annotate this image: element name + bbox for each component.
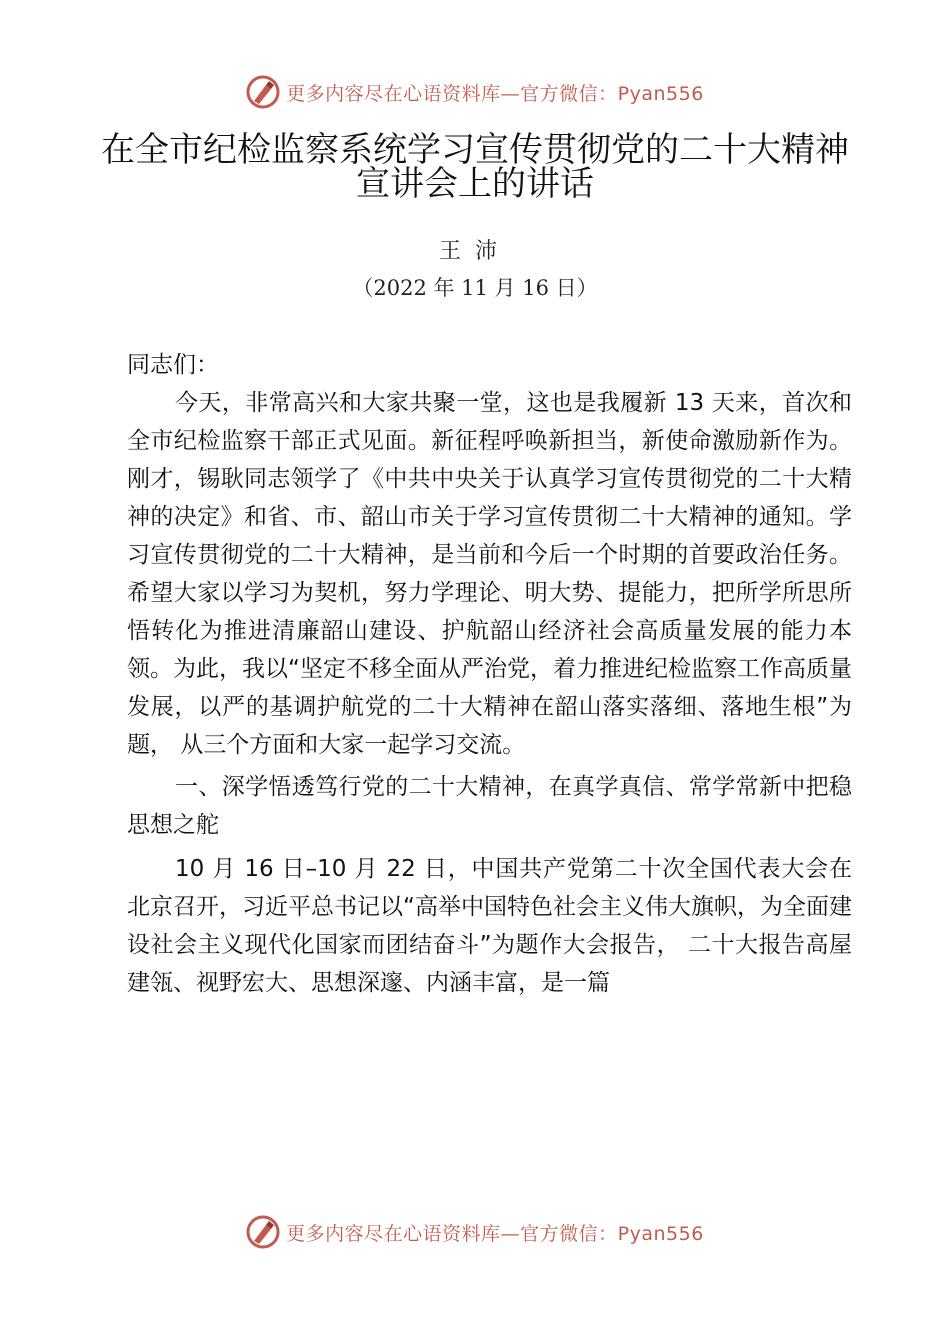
salutation: 同志们：	[127, 352, 219, 378]
footer-watermark	[0, 1212, 950, 1252]
watermark-text: 更多内容尽在心语资料库—官方微信：Pyan556	[286, 1222, 704, 1245]
paragraph-2: 10 月 16 日–10 月 22 日，中国共产党第二十次全国代表大会在北京召开，习近平总书记以“高举中国特色社会主义伟大旗帜，为全面建设社会主义现代化国家而团结奋斗”为题作大会报告， 二十大报告高屋建瓴、视野宏大、思想深邃、内涵丰富，是一篇	[127, 856, 852, 996]
paragraph-1: 今天，非常高兴和大家共聚一堂，这也是我履新 13 天来，首次和全市纪检监察干部正式见面。新征程呼唤新担当，新使命激励新作为。刚才，锡耿同志领学了《中共中央关于认真学习宣传贯彻党的二十大精神的决定》和省、市、韶山市关于学习宣传贯彻二十大精神的通知。学习宣传贯彻党的二十大精神，是当前和今后一个时期的首要政治任务。希望大家以学习为契机，努力学理论、明大势、提能力，把所学所思所悟转化为推进清廉韶山建设、护航韶山经济社会高质量发展的能力本领。为此，我以“坚定不移全面从严治党，着力推进纪检监察工作高质量发展，以严的基调护航党的二十大精神在韶山落实落细、落地生根”为题， 从三个方面和大家一起学习交流。	[127, 390, 852, 758]
pen-logo-icon	[246, 75, 280, 109]
document-date: （2022 年 11 月 16 日）	[352, 276, 598, 300]
section-1-heading: 一、深学悟透笃行党的二十大精神，在真学真信、常学常新中把稳思想之舵	[127, 774, 852, 838]
document-body	[127, 346, 852, 1002]
watermark-wechat-id: Pyan556	[617, 82, 704, 105]
watermark-text: 更多内容尽在心语资料库—官方微信：Pyan556	[286, 82, 704, 105]
header-watermark	[0, 72, 950, 112]
pen-logo-icon	[246, 1215, 280, 1249]
document-title: 在全市纪检监察系统学习宣传贯彻党的二十大精神宣讲会上的讲话	[101, 130, 849, 204]
watermark-wechat-id: Pyan556	[617, 1222, 704, 1245]
document-author: 王沛	[438, 239, 511, 264]
